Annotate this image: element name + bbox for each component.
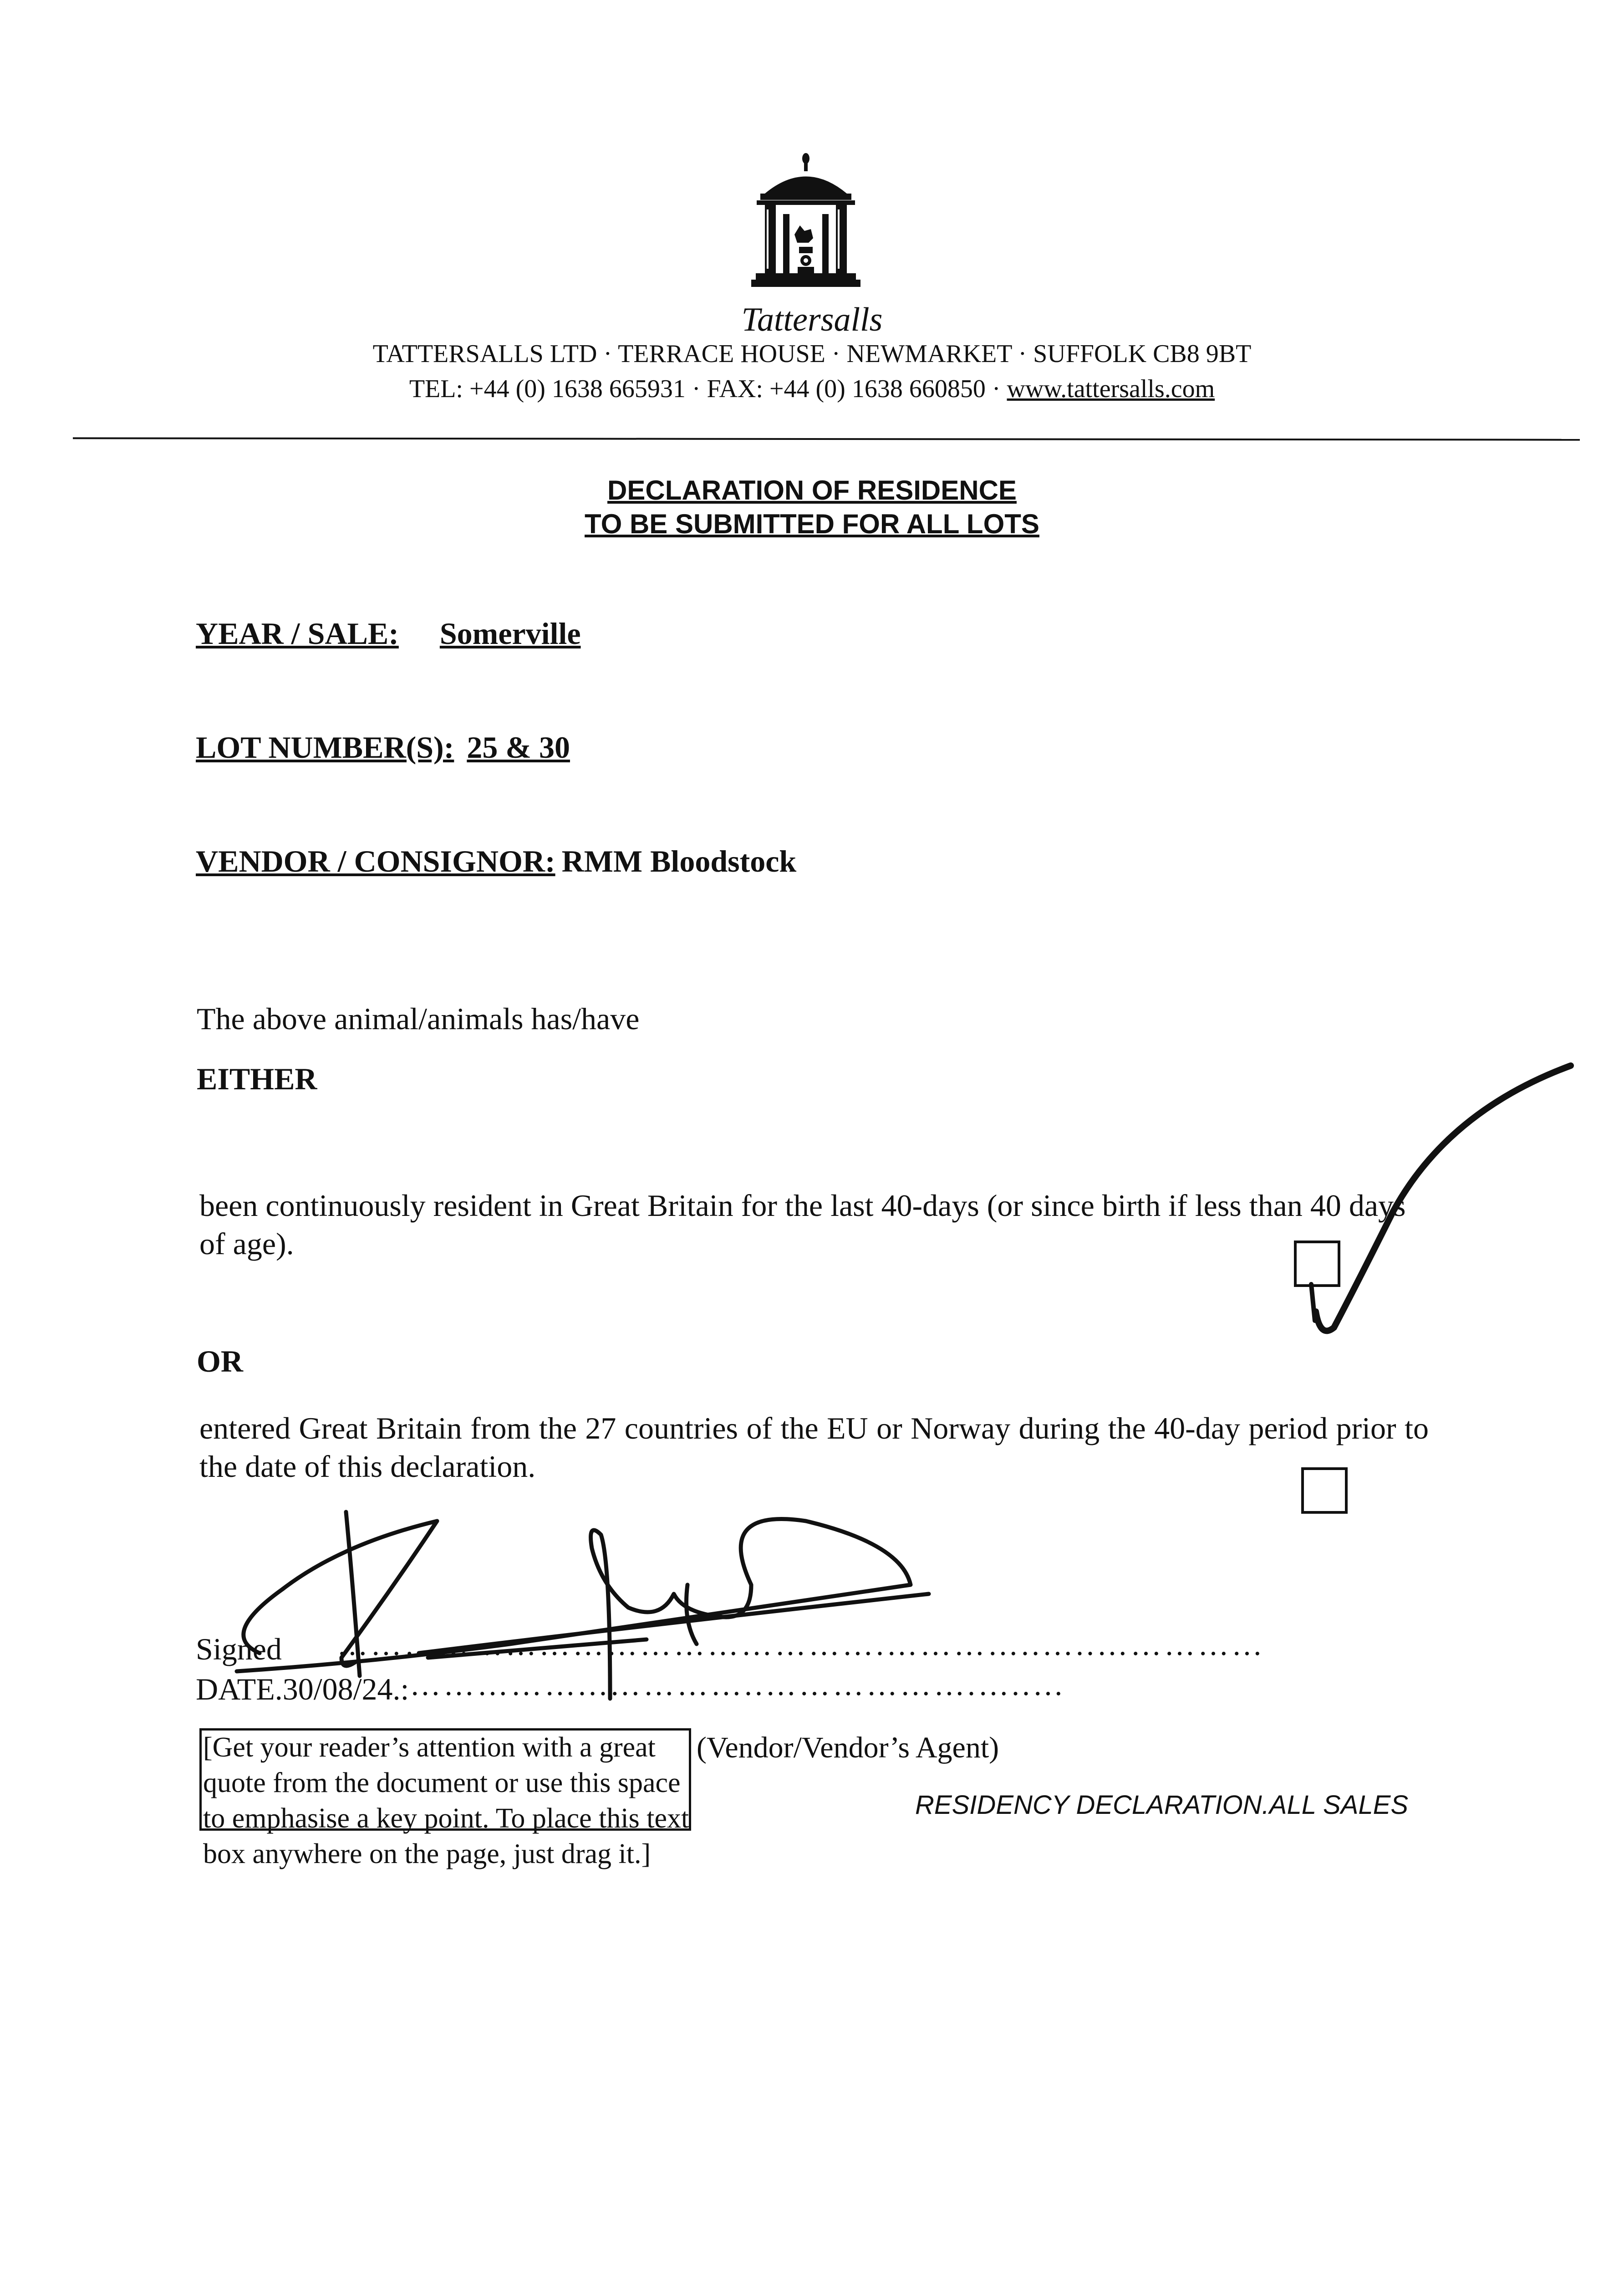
year-sale-value: Somerville [439,616,581,651]
vendor-label: VENDOR / CONSIGNOR: [196,844,555,878]
vendor-field [196,843,796,879]
handwritten-signature [191,1471,956,1753]
vendor-value: RMM Bloodstock [561,844,797,878]
lot-number-value: 25 & 30 [467,730,570,765]
option-entered-checkbox[interactable] [1301,1467,1348,1514]
year-sale-field [196,616,581,652]
agent-label: (Vendor/Vendor’s Agent) [697,1731,999,1764]
title-line-2: TO BE SUBMITTED FOR ALL LOTS [585,509,1039,539]
lot-number-field [196,730,570,766]
contact-numbers: TEL: +44 (0) 1638 665931 · FAX: +44 (0) 1638 660850 · [409,375,1007,403]
intro-text: The above animal/animals has/have [197,1001,640,1036]
option-entered-text: entered Great Britain from the 27 countries of the EU or Norway during the 40-day period prior to the date of this declaration. [199,1411,1429,1484]
or-heading: OR [197,1344,243,1378]
title-line-1: DECLARATION OF RESIDENCE [607,475,1017,505]
signature-line: ………………………………………….…………..…..…………… [337,1627,1265,1662]
year-sale-label: YEAR / SALE: [196,616,399,651]
date-line: ……………...…………..……………….…..… [410,1667,1066,1702]
either-heading: EITHER [197,1062,317,1096]
document-reference: RESIDENCY DECLARATION.ALL SALES [915,1790,1409,1820]
lot-number-label: LOT NUMBER(S): [196,730,454,765]
checkmark-icon [1275,1047,1593,1366]
address-line: TATTERSALLS LTD · TERRACE HOUSE · NEWMARKET · SUFFOLK CB8 9BT [372,340,1252,368]
brand-name: Tattersalls [741,301,883,338]
signed-label: Signed [196,1632,282,1666]
option-resident-text: been continuously resident in Great Britain for the last 40-days (or since birth if less than 40 days of age). [199,1188,1406,1261]
header-divider [73,437,1580,440]
tattersalls-logo [747,150,865,305]
quote-textbox[interactable]: [Get your reader’s attention with a great quote from the document or use this space to emphasise a key point. To place this text box anywhere on the page, just drag it.] [203,1732,689,1869]
website-link[interactable]: www.tattersalls.com [1007,375,1215,403]
date-label: DATE.30/08/24.: [196,1672,409,1706]
contact-line [0,374,1624,403]
